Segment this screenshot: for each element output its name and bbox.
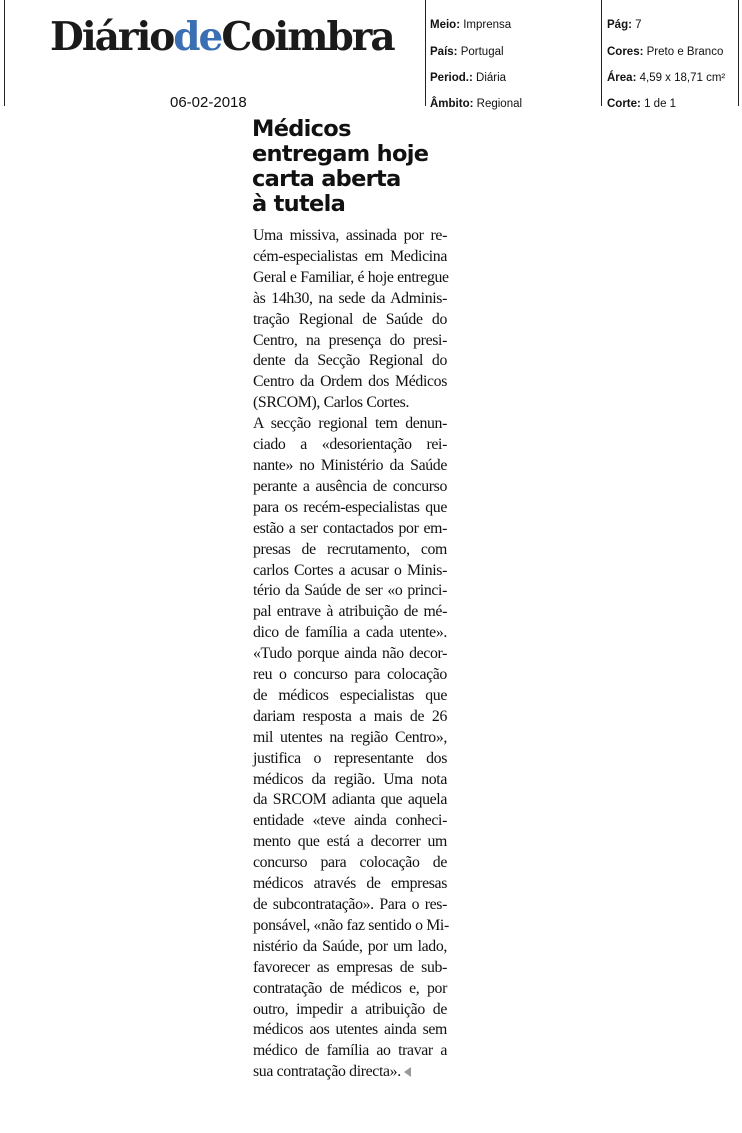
- body-line: reu o concurso para colocação: [253, 666, 447, 684]
- meta-scope-label: Âmbito:: [430, 98, 474, 110]
- body-line: médicos da região. Uma nota: [253, 770, 447, 788]
- separator-line-meta-left: [425, 0, 426, 106]
- meta-page-value: 7: [635, 19, 642, 31]
- body-line: médicos aos utentes ainda sem: [253, 1021, 447, 1039]
- body-line: dente da Secção Regional do: [253, 352, 447, 370]
- body-line-final: [253, 1062, 447, 1083]
- meta-period: [430, 71, 506, 85]
- separator-line-left: [4, 0, 5, 106]
- body-line: justifica o representante dos: [253, 749, 447, 767]
- meta-period-value: Diária: [476, 72, 507, 84]
- body-line: médico de família ao travar a: [253, 1042, 447, 1060]
- body-line: cém-especialistas em Medicina: [253, 247, 447, 265]
- newspaper-logo: [50, 14, 394, 60]
- meta-page-label: Pág:: [607, 19, 632, 31]
- body-line: mil utentes na região Centro»,: [253, 728, 447, 746]
- body-line: concurso para colocação de: [253, 854, 447, 872]
- meta-medium: [430, 18, 511, 32]
- logo-word-diario: Diário: [50, 14, 174, 60]
- body-line: perante a ausência de concurso: [253, 477, 447, 495]
- body-line: nante» no Ministério da Saúde: [253, 456, 447, 474]
- body-line: tração Regional de Saúde do: [253, 310, 447, 328]
- separator-line-right: [738, 0, 739, 106]
- meta-page: [607, 18, 642, 32]
- separator-line-meta-right: [601, 0, 602, 106]
- body-line: às 14h30, na sede da Adminis-: [253, 289, 447, 307]
- body-line: de médicos especialistas que: [253, 686, 447, 704]
- body-line: contratação de médicos e, por: [253, 979, 447, 997]
- meta-cut-label: Corte:: [607, 98, 641, 110]
- meta-area-value: 4,59 x 18,71 cm²: [639, 72, 726, 84]
- meta-area-label: Área:: [607, 72, 637, 84]
- article-body: [253, 226, 447, 1083]
- meta-medium-label: Meio:: [430, 19, 461, 31]
- body-line: dariam resposta a mais de 26: [253, 707, 447, 725]
- body-line: da SRCOM adianta que aquela: [253, 791, 447, 809]
- body-line: ponsável, «não faz sentido o Mi-: [253, 916, 449, 934]
- meta-colors: [607, 45, 723, 59]
- headline-line: entregam hoje: [252, 141, 429, 167]
- body-line: (SRCOM), Carlos Cortes.: [253, 394, 410, 412]
- headline-line: Médicos: [252, 116, 351, 142]
- body-line: presas de recrutamento, com: [253, 540, 447, 558]
- body-line: Uma missiva, assinada por re-: [253, 227, 447, 244]
- body-line: mento que está a decorrer um: [253, 833, 447, 851]
- body-line: para os recém-especialistas que: [253, 498, 447, 516]
- body-line: médicos através de empresas: [253, 875, 447, 893]
- body-line: nistério da Saúde, por um lado,: [253, 937, 447, 955]
- body-line: dico de família a cada utente».: [253, 624, 447, 642]
- meta-cut: [607, 97, 676, 111]
- body-line-final-text: sua contratação directa».: [253, 1063, 401, 1081]
- meta-scope-value: Regional: [476, 98, 523, 110]
- body-line: Geral e Familiar, é hoje entregue: [253, 268, 449, 286]
- headline-line: carta aberta: [252, 166, 401, 192]
- body-line: «Tudo porque ainda não decor-: [253, 645, 447, 663]
- headline-line: à tutela: [252, 191, 346, 217]
- meta-country: [430, 45, 504, 59]
- body-line: tério da Saúde de ser «o princi-: [253, 582, 447, 600]
- body-line: de subcontratação». Para o res-: [253, 896, 447, 913]
- body-line: ciado a «desorientação rei-: [253, 436, 447, 454]
- body-line: favorecer as empresas de sub-: [253, 958, 447, 976]
- meta-period-label: Period.:: [430, 72, 473, 84]
- body-line: Centro, na presença do presi-: [253, 331, 447, 349]
- meta-country-label: País:: [430, 46, 458, 58]
- meta-area: [607, 71, 725, 85]
- body-line: estão a ser contactados por em-: [253, 519, 447, 537]
- meta-medium-value: Imprensa: [463, 19, 512, 31]
- body-line: outro, impedir a atribuição de: [253, 1000, 447, 1018]
- meta-country-value: Portugal: [460, 46, 504, 58]
- body-line: A secção regional tem denun-: [253, 415, 447, 433]
- meta-scope: [430, 97, 522, 111]
- body-line: pal entrave à atribuição de mé-: [253, 603, 447, 621]
- publication-date: 06-02-2018: [170, 94, 247, 111]
- body-line: Centro da Ordem dos Médicos: [253, 373, 447, 391]
- meta-cut-value: 1 de 1: [644, 98, 677, 110]
- logo-word-coimbra: Coimbra: [221, 14, 394, 60]
- body-line: carlos Cortes a acusar o Minis-: [253, 561, 447, 579]
- article-headline: [252, 117, 462, 217]
- body-line: entidade «teve ainda conheci-: [253, 812, 447, 830]
- logo-word-de: de: [173, 14, 222, 60]
- meta-colors-value: Preto e Branco: [646, 46, 724, 58]
- end-of-article-icon: [404, 1067, 411, 1077]
- meta-colors-label: Cores:: [607, 46, 644, 58]
